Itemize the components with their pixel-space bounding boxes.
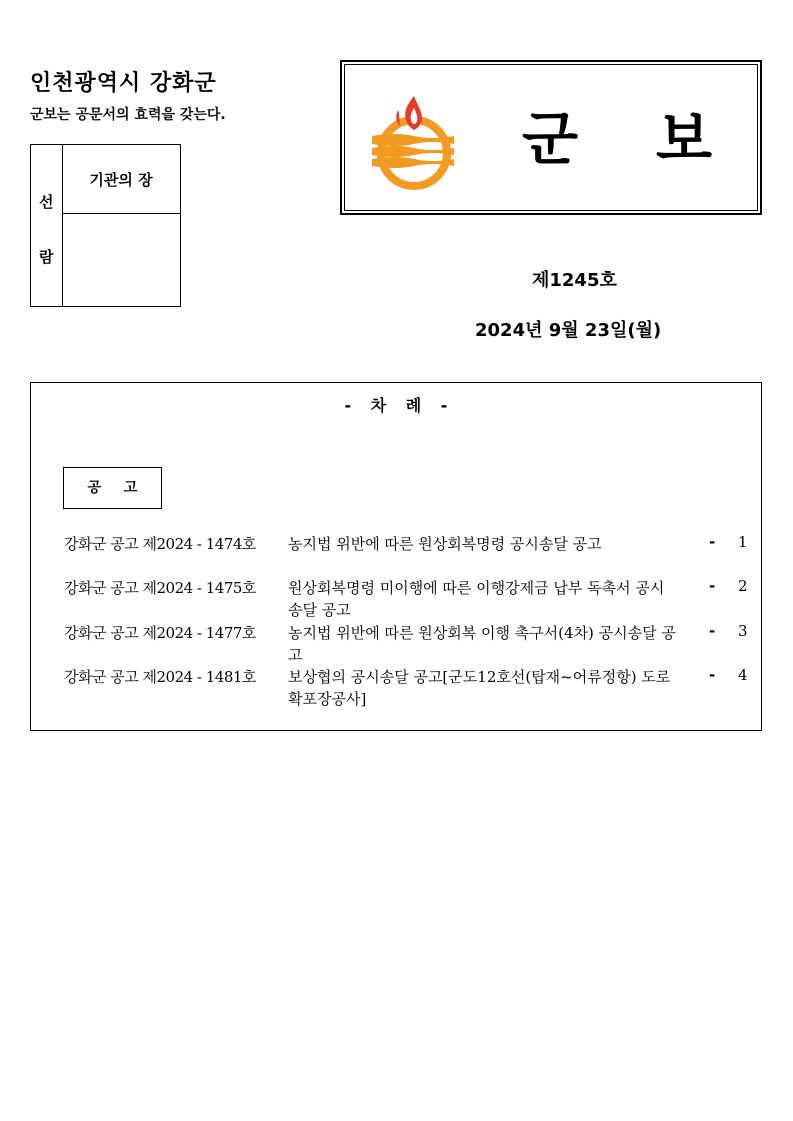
gangwha-emblem-icon: [370, 90, 456, 190]
toc-entry-dash: -: [709, 622, 716, 640]
sunram-label-char1: 선: [39, 193, 54, 211]
issue-date: 2024년 9월 23일(월): [475, 320, 662, 341]
issue-number: 제1245호: [532, 270, 617, 291]
title-box: [340, 60, 762, 215]
toc-entry-title: 농지법 위반에 따른 원상회복 이행 촉구서(4차) 공시송달 공고: [288, 624, 676, 664]
title-char2: 보: [656, 105, 713, 173]
table-of-contents: [30, 382, 762, 731]
sunram-box: [30, 144, 181, 307]
org-name: 인천광역시 강화군: [30, 71, 217, 96]
toc-entry-title: 농지법 위반에 따른 원상회복명령 공시송달 공고: [288, 535, 602, 553]
sunram-column-header: 기관의 장: [89, 171, 153, 189]
sunram-label-char2: 람: [39, 248, 54, 266]
toc-entry-page: 3: [738, 622, 748, 640]
toc-entry-dash: -: [709, 533, 716, 551]
org-note: 군보는 공문서의 효력을 갖는다.: [30, 107, 226, 123]
title-char1: 군: [522, 105, 579, 173]
sunram-divider: [62, 213, 180, 214]
toc-entry-number: 강화군 공고 제2024 - 1475호: [64, 579, 256, 597]
toc-heading: - 차 례 -: [344, 396, 448, 415]
toc-entry-number: 강화군 공고 제2024 - 1474호: [64, 535, 256, 553]
toc-entry-number: 강화군 공고 제2024 - 1477호: [64, 624, 256, 642]
toc-entry-page: 4: [738, 666, 748, 684]
toc-entry-title: 원상회복명령 미이행에 따른 이행강제금 납부 독촉서 공시송달 공고: [288, 579, 665, 619]
toc-entry-page: 2: [738, 577, 748, 595]
toc-entry-page: 1: [738, 533, 748, 551]
toc-entry-number: 강화군 공고 제2024 - 1481호: [64, 668, 256, 686]
toc-section-label: 공 고: [63, 467, 162, 509]
toc-entry-dash: -: [709, 666, 716, 684]
toc-entry-dash: -: [709, 577, 716, 595]
toc-entry-title: 보상협의 공시송달 공고[군도12호선(탑재~어류정항) 도로확포장공사]: [288, 668, 671, 708]
sunram-label-column: [31, 145, 63, 306]
